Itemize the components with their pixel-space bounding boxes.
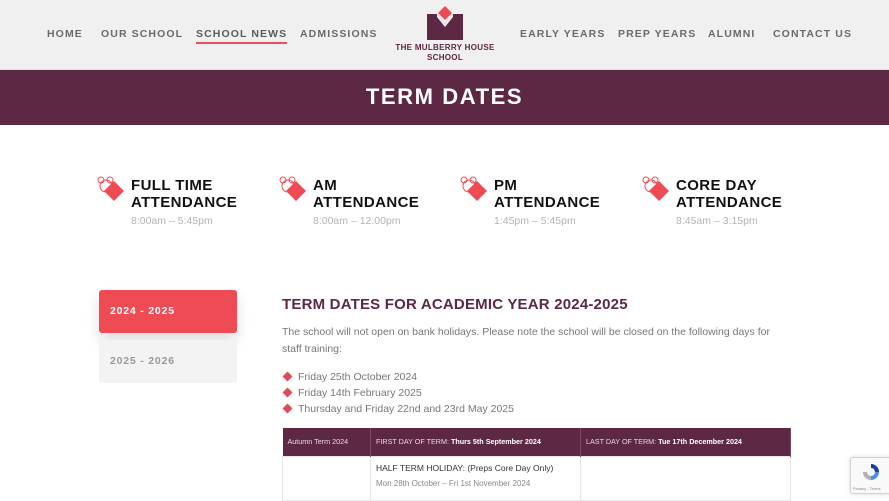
alarm-clock-icon xyxy=(642,176,670,204)
alarm-clock-icon xyxy=(279,176,307,204)
term-name-header: Autumn Term 2024 xyxy=(283,428,371,456)
table-header-row xyxy=(283,428,791,456)
first-day-header: FIRST DAY OF TERM: Thurs 5th September 2024 xyxy=(371,428,581,456)
diamond-bullet-icon xyxy=(283,404,293,414)
logo-text-line1: THE MULBERRY HOUSE xyxy=(395,43,495,52)
list-item: Friday 25th October 2024 xyxy=(284,370,514,386)
nav-alumni[interactable]: ALUMNI xyxy=(708,28,756,40)
site-header xyxy=(0,0,889,70)
table-row xyxy=(283,456,791,500)
list-item: Thursday and Friday 22nd and 23rd May 2025 xyxy=(284,402,514,418)
holiday-title: HALF TERM HOLIDAY: (Preps Core Day Only) xyxy=(376,462,554,473)
table-cell xyxy=(371,456,581,500)
intro-text: The school will not open on bank holidays. Please note the school will be closed on the following days for staff training: xyxy=(282,326,770,355)
section-title: TERM DATES FOR ACADEMIC YEAR 2024-2025 xyxy=(282,296,628,313)
recaptcha-badge[interactable] xyxy=(850,457,889,494)
nav-our-school[interactable]: OUR SCHOOL xyxy=(101,28,184,40)
school-logo[interactable] xyxy=(390,4,500,66)
alarm-clock-icon xyxy=(460,176,488,204)
page-banner xyxy=(0,70,889,125)
attendance-time: 1:45pm – 5:45pm xyxy=(494,215,576,227)
nav-early-years[interactable]: EARLY YEARS xyxy=(520,28,606,40)
attendance-title: AM ATTENDANCE xyxy=(313,177,420,211)
attendance-time: 8:00am – 12:00pm xyxy=(313,215,401,227)
nav-home[interactable]: HOME xyxy=(47,28,83,40)
nav-school-news[interactable]: SCHOOL NEWS xyxy=(196,28,288,40)
attendance-title: PM ATTENDANCE xyxy=(494,177,601,211)
logo-text-line2: SCHOOL xyxy=(426,53,464,62)
nav-admissions[interactable]: ADMISSIONS xyxy=(300,28,378,40)
nav-prep-years[interactable]: PREP YEARS xyxy=(618,28,697,40)
table-cell xyxy=(283,456,371,500)
attendance-title: FULL TIME ATTENDANCE xyxy=(131,177,238,211)
diamond-bullet-icon xyxy=(283,388,293,398)
table-cell xyxy=(581,456,791,500)
tab-2024-2025[interactable]: 2024 - 2025 xyxy=(99,290,237,333)
mulberry-house-logo-icon xyxy=(425,6,465,40)
nav-contact-us[interactable]: CONTACT US xyxy=(773,28,853,40)
attendance-time: 8:45am – 3:15pm xyxy=(676,215,758,227)
training-days-list xyxy=(284,370,514,418)
page-title: TERM DATES xyxy=(365,84,524,109)
diamond-bullet-icon xyxy=(283,372,293,382)
recaptcha-label: Privacy - Terms xyxy=(853,486,881,491)
recaptcha-icon xyxy=(861,462,881,487)
holiday-dates: Mon 28th October – Fri 1st November 2024 xyxy=(376,478,531,488)
last-day-header: LAST DAY OF TERM: Tue 17th December 2024 xyxy=(581,428,791,456)
attendance-time: 8:00am – 5:45pm xyxy=(131,215,213,227)
term-dates-table xyxy=(282,428,791,501)
alarm-clock-icon xyxy=(97,176,125,204)
tab-2025-2026[interactable]: 2025 - 2026 xyxy=(99,340,237,383)
attendance-title: CORE DAY ATTENDANCE xyxy=(676,177,783,211)
list-item: Friday 14th February 2025 xyxy=(284,386,514,402)
